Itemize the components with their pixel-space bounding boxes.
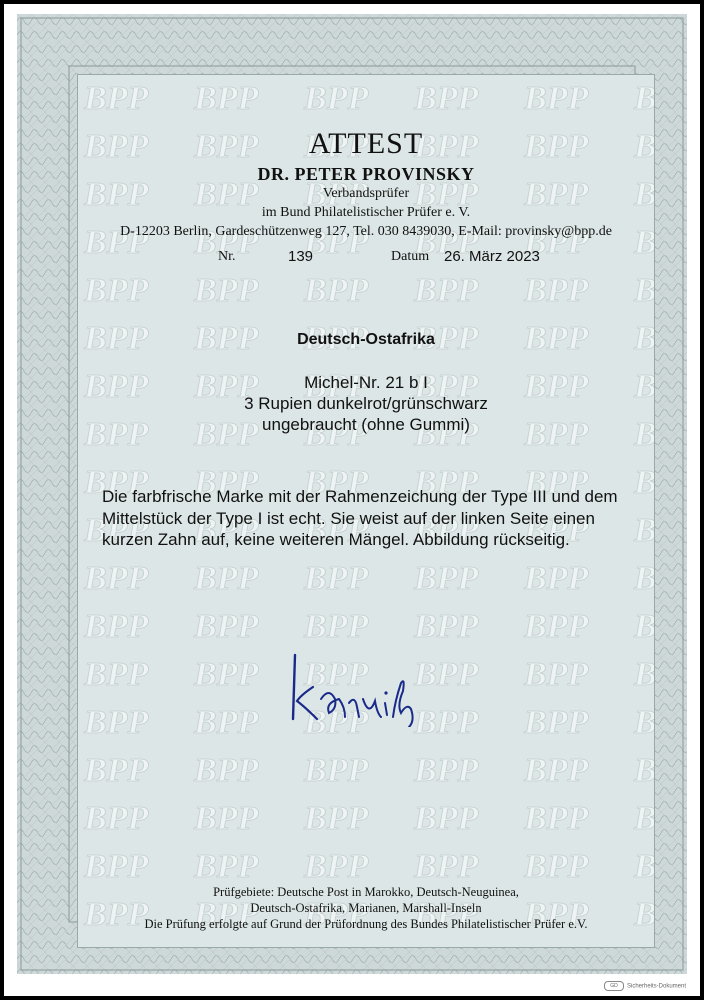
date-value: 26. März 2023 (444, 248, 540, 265)
expertise-description: Die farbfrische Marke mit der Rahmenzeichung der Type III und dem Mittelstück der Type I ist echt. Sie weist auf der linken Seite einen kurzen Zahn auf, keine weiteren Mängel. Abbildung rückseitig. (102, 487, 618, 549)
michel-number: Michel-Nr. 21 b I (304, 373, 428, 392)
expert-association: im Bund Philatelistischer Prüfer e. V. (261, 205, 471, 220)
number-label: Nr. (218, 249, 236, 264)
certificate-sheet (4, 4, 700, 996)
number-value: 139 (288, 248, 314, 265)
handwritten-signature (283, 647, 443, 727)
stamp-country: Deutsch-Ostafrika (297, 331, 435, 348)
stamp-denomination: 3 Rupien dunkelrot/grünschwarz (244, 394, 488, 413)
security-logo-text: Sicherheits-Dokument (627, 983, 687, 990)
security-logo (604, 981, 686, 991)
certificate-body (77, 74, 655, 948)
gd-logo-icon: GD (604, 981, 624, 991)
regulation-footer: Die Prüfung erfolgte auf Grund der Prüfordnung des Bundes Philatelistischer Prüfer e.V. (144, 917, 588, 931)
guilloche-border (17, 14, 687, 974)
date-label: Datum (391, 249, 430, 264)
stamp-condition: ungebraucht (ohne Gummi) (262, 415, 470, 434)
expert-address: D-12203 Berlin, Gardeschützenweg 127, Tel. 030 8439030, E-Mail: provinsky@bpp.de (120, 224, 612, 239)
expert-areas-line1: Prüfgebiete: Deutsche Post in Marokko, Deutsch-Neuguinea, (213, 885, 519, 899)
expert-areas-line2: Deutsch-Ostafrika, Marianen, Marshall-Inseln (250, 901, 482, 915)
expert-name: DR. PETER PROVINSKY (257, 164, 475, 184)
expert-role: Verbandsprüfer (322, 186, 410, 201)
certificate-title: ATTEST (308, 127, 424, 160)
